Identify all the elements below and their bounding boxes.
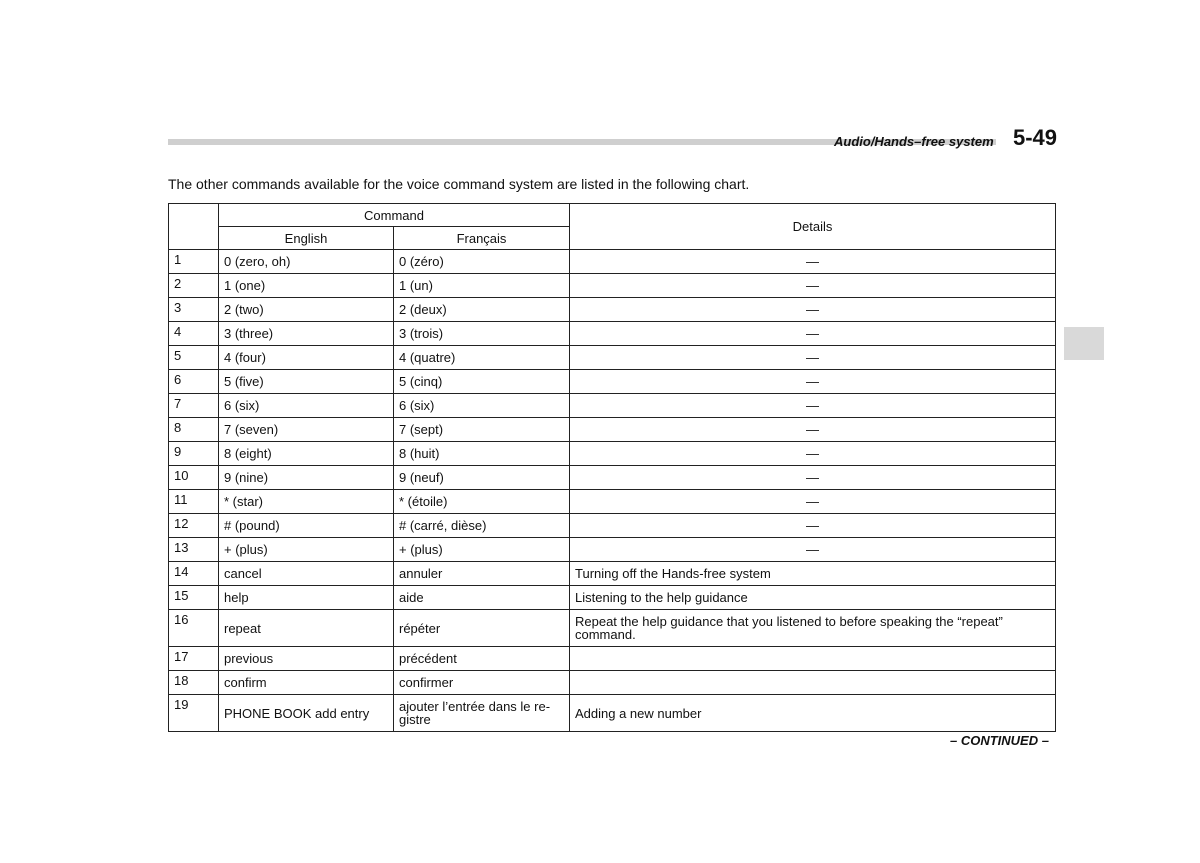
row-number-cell: 8 bbox=[169, 418, 219, 442]
english-command-cell: PHONE BOOK add entry bbox=[219, 695, 394, 732]
table-row bbox=[169, 418, 1056, 442]
table-row bbox=[169, 466, 1056, 490]
row-number-cell: 17 bbox=[169, 647, 219, 671]
english-command-cell: 8 (eight) bbox=[219, 442, 394, 466]
row-number-cell: 19 bbox=[169, 695, 219, 732]
table-row bbox=[169, 538, 1056, 562]
chapter-side-tab bbox=[1064, 327, 1104, 360]
english-command-cell: # (pound) bbox=[219, 514, 394, 538]
details-cell: — bbox=[570, 394, 1056, 418]
english-command-cell: + (plus) bbox=[219, 538, 394, 562]
table-row bbox=[169, 490, 1056, 514]
english-command-cell: 3 (three) bbox=[219, 322, 394, 346]
details-cell: — bbox=[570, 250, 1056, 274]
table-body bbox=[169, 250, 1056, 732]
english-command-cell: 2 (two) bbox=[219, 298, 394, 322]
details-cell: — bbox=[570, 538, 1056, 562]
intro-text: The other commands available for the voice command system are listed in the following chart. bbox=[168, 176, 750, 192]
francais-command-cell: 4 (quatre) bbox=[394, 346, 570, 370]
row-number-cell: 9 bbox=[169, 442, 219, 466]
francais-command-cell: annuler bbox=[394, 562, 570, 586]
details-cell: Listening to the help guidance bbox=[570, 586, 1056, 610]
francais-header: Français bbox=[394, 227, 570, 250]
details-cell: — bbox=[570, 274, 1056, 298]
row-number-cell: 11 bbox=[169, 490, 219, 514]
francais-command-cell: # (carré, dièse) bbox=[394, 514, 570, 538]
english-command-cell: previous bbox=[219, 647, 394, 671]
details-cell: Turning off the Hands-free system bbox=[570, 562, 1056, 586]
francais-command-cell: + (plus) bbox=[394, 538, 570, 562]
page-number: 5-49 bbox=[1013, 125, 1058, 150]
francais-command-cell: 3 (trois) bbox=[394, 322, 570, 346]
table-row bbox=[169, 394, 1056, 418]
details-cell: Repeat the help guidance that you listened to before speaking the “repeat” command. bbox=[570, 610, 1056, 647]
english-command-cell: 5 (five) bbox=[219, 370, 394, 394]
row-number-cell: 18 bbox=[169, 671, 219, 695]
table-row bbox=[169, 322, 1056, 346]
table-row bbox=[169, 647, 1056, 671]
row-number-cell: 5 bbox=[169, 346, 219, 370]
english-command-cell: 7 (seven) bbox=[219, 418, 394, 442]
english-command-cell: 1 (one) bbox=[219, 274, 394, 298]
details-cell: — bbox=[570, 418, 1056, 442]
francais-command-cell: 2 (deux) bbox=[394, 298, 570, 322]
details-cell bbox=[570, 647, 1056, 671]
number-header bbox=[169, 204, 219, 250]
continued-label: – CONTINUED – bbox=[950, 733, 1049, 748]
row-number-cell: 3 bbox=[169, 298, 219, 322]
details-cell bbox=[570, 671, 1056, 695]
details-cell: — bbox=[570, 466, 1056, 490]
francais-command-cell: 1 (un) bbox=[394, 274, 570, 298]
row-number-cell: 2 bbox=[169, 274, 219, 298]
francais-command-cell: répéter bbox=[394, 610, 570, 647]
table-row bbox=[169, 586, 1056, 610]
english-command-cell: confirm bbox=[219, 671, 394, 695]
francais-command-cell: 8 (huit) bbox=[394, 442, 570, 466]
francais-command-cell: 0 (zéro) bbox=[394, 250, 570, 274]
francais-command-cell: précédent bbox=[394, 647, 570, 671]
english-header: English bbox=[219, 227, 394, 250]
francais-command-cell: confirmer bbox=[394, 671, 570, 695]
table-row bbox=[169, 695, 1056, 732]
row-number-cell: 14 bbox=[169, 562, 219, 586]
english-command-cell: help bbox=[219, 586, 394, 610]
english-command-cell: cancel bbox=[219, 562, 394, 586]
table-row bbox=[169, 250, 1056, 274]
table-row bbox=[169, 610, 1056, 647]
francais-command-cell: aide bbox=[394, 586, 570, 610]
row-number-cell: 4 bbox=[169, 322, 219, 346]
details-cell: Adding a new number bbox=[570, 695, 1056, 732]
francais-command-cell: 7 (sept) bbox=[394, 418, 570, 442]
table-row bbox=[169, 442, 1056, 466]
francais-command-cell: 6 (six) bbox=[394, 394, 570, 418]
details-cell: — bbox=[570, 346, 1056, 370]
row-number-cell: 6 bbox=[169, 370, 219, 394]
english-command-cell: 9 (nine) bbox=[219, 466, 394, 490]
row-number-cell: 15 bbox=[169, 586, 219, 610]
section-title: Audio/Hands–free system bbox=[834, 134, 994, 149]
details-cell: — bbox=[570, 298, 1056, 322]
english-command-cell: * (star) bbox=[219, 490, 394, 514]
table-row bbox=[169, 514, 1056, 538]
voice-command-table bbox=[168, 203, 1056, 732]
row-number-cell: 7 bbox=[169, 394, 219, 418]
table-row bbox=[169, 370, 1056, 394]
english-command-cell: 6 (six) bbox=[219, 394, 394, 418]
row-number-cell: 10 bbox=[169, 466, 219, 490]
francais-command-cell: * (étoile) bbox=[394, 490, 570, 514]
francais-command-cell: 5 (cinq) bbox=[394, 370, 570, 394]
details-cell: — bbox=[570, 442, 1056, 466]
table-row bbox=[169, 562, 1056, 586]
row-number-cell: 12 bbox=[169, 514, 219, 538]
details-header: Details bbox=[570, 204, 1056, 250]
table-row bbox=[169, 671, 1056, 695]
francais-command-cell: 9 (neuf) bbox=[394, 466, 570, 490]
row-number-cell: 1 bbox=[169, 250, 219, 274]
table-row bbox=[169, 274, 1056, 298]
english-command-cell: 4 (four) bbox=[219, 346, 394, 370]
details-cell: — bbox=[570, 370, 1056, 394]
english-command-cell: repeat bbox=[219, 610, 394, 647]
francais-command-cell: ajouter l’entrée dans le re-gistre bbox=[394, 695, 570, 732]
row-number-cell: 13 bbox=[169, 538, 219, 562]
table-row bbox=[169, 346, 1056, 370]
details-cell: — bbox=[570, 514, 1056, 538]
details-cell: — bbox=[570, 322, 1056, 346]
details-cell: — bbox=[570, 490, 1056, 514]
english-command-cell: 0 (zero, oh) bbox=[219, 250, 394, 274]
table-row bbox=[169, 298, 1056, 322]
command-header: Command bbox=[219, 204, 570, 227]
row-number-cell: 16 bbox=[169, 610, 219, 647]
